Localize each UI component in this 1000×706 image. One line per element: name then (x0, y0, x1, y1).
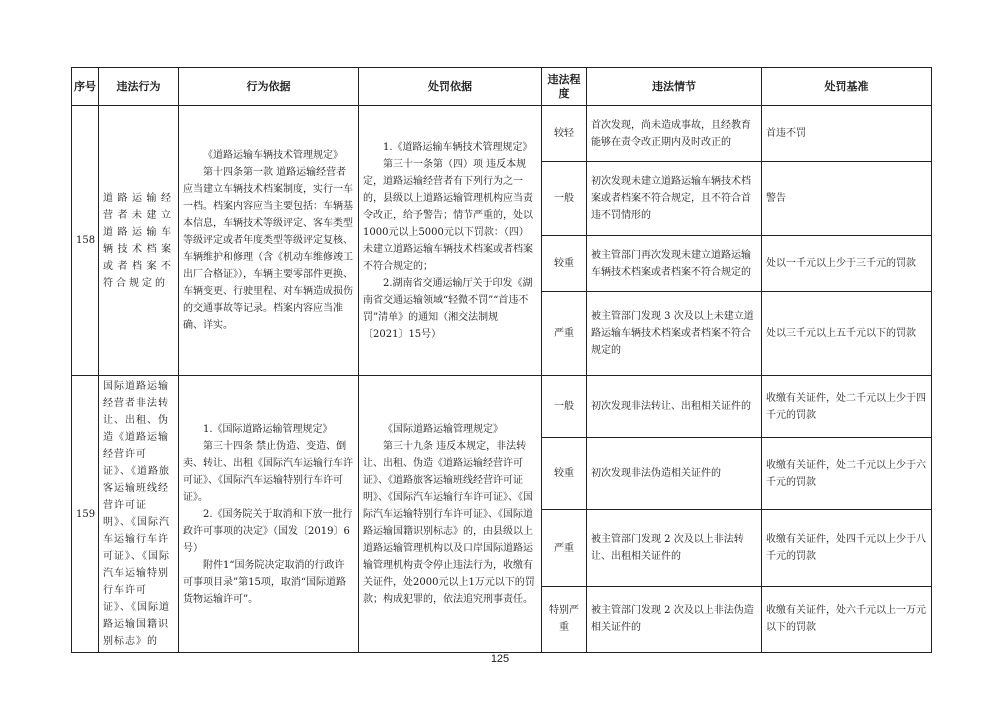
circumstance-cell: 首次发现，尚未造成事故，且经教育能够在责令改正期内及时改正的 (587, 106, 762, 162)
page-number: 125 (490, 653, 510, 665)
penalty-basis-paragraph: 第三十一条第（四）项 违反本规定，道路运输经营者有下列行为之一的，县级以上道路运输管理机构应当责令改正，给予警告；情节严重的，处以1000元以上5000元以下罚款：（四）未建立道路运输车辆技术档案或者档案不符合规定的； (363, 158, 533, 272)
row-penalty-basis (359, 376, 542, 653)
header-circumstance: 违法情节 (587, 68, 762, 106)
penalty-basis-paragraph: 《国际道路运输管理规定》 (383, 423, 503, 435)
penalty-basis-paragraph: 第三十九条 违反本规定，非法转让、出租、伪造《道路运输经营许可证》、《道路旅客运输班线经营许可证明》、《国际汽车运输行车许可证》、《国际汽车运输特别行车许可证》、《国际道路运输国籍识别标志》的，由县级以上道路运输管理机构以及口岸国际道路运输管理机构责令停止违法行为，收缴有关证件，处2000元以上1万元以下的罚款；构成犯罪的，依法追究刑事责任。 (363, 440, 535, 605)
header-row (72, 68, 932, 106)
standard-cell: 收缴有关证件，处二千元以上少于四千元的罚款 (762, 376, 932, 438)
header-seq: 序号 (72, 68, 99, 106)
standard-cell: 处以三千元以上五千元以下的罚款 (762, 292, 932, 376)
standard-cell: 处以一千元以上少于三千元的罚款 (762, 236, 932, 292)
circumstance-cell: 被主管部门发现 2 次及以上非法转让、出租相关证件的 (587, 510, 762, 586)
standard-cell: 收缴有关证件，处四千元以上少于八千元的罚款 (762, 510, 932, 586)
circumstance-cell: 被主管部门发现 3 次及以上未建立道路运输车辆技术档案或者档案不符合规定的 (587, 292, 762, 376)
degree-cell: 一般 (542, 376, 587, 438)
act-basis-paragraph: 附件1“国务院决定取消的行政许可事项目录”第15项，取消“国际道路货物运输许可”。 (183, 559, 346, 605)
degree-cell: 严重 (542, 292, 587, 376)
act-basis-paragraph: 《道路运输车辆技术管理规定》 (203, 150, 343, 161)
degree-cell: 特别严重 (542, 586, 587, 652)
row-penalty-basis (359, 106, 542, 376)
act-basis-paragraph: 2.《国务院关于取消和下放一批行政许可事项的决定》（国发〔2019〕6号） (183, 508, 353, 554)
circumstance-cell: 被主管部门发现 2 次及以上非法伪造相关证件的 (587, 586, 762, 652)
header-penalty-basis: 处罚依据 (359, 68, 542, 106)
table-row (72, 376, 932, 438)
penalty-basis-paragraph: 1.《道路运输车辆技术管理规定》 (383, 141, 533, 153)
header-behavior: 违法行为 (99, 68, 179, 106)
degree-cell: 较重 (542, 438, 587, 510)
penalty-table (71, 67, 932, 653)
row-act-basis (179, 106, 359, 376)
header-degree: 违法程度 (542, 68, 587, 106)
standard-cell: 首违不罚 (762, 106, 932, 162)
act-basis-paragraph: 第三十四条 禁止伪造、变造、倒卖、转让、出租《国际汽车运输行车许可证》、《国际汽车运输特别行车许可证》。 (183, 440, 353, 503)
degree-cell: 严重 (542, 510, 587, 586)
circumstance-cell: 初次发现非法伪造相关证件的 (587, 438, 762, 510)
row-behavior: 国际道路运输经营者非法转让、出租、伪造《道路运输经营许可证》、《道路旅客运输班线经营许可证明》、《国际汽车运输行车许可证》、《国际汽车运输特别行车许可证》、《国际道路运输国籍识别标志》的 (99, 376, 179, 653)
circumstance-cell: 初次发现未建立道路运输车辆技术档案或者档案不符合规定，且不符合首违不罚情形的 (587, 162, 762, 236)
row-behavior: 道路运输经营者未建立道路运输车辆技术档案或者档案不符合规定的 (99, 106, 179, 376)
act-basis-paragraph: 第十四条第一款 道路运输经营者应当建立车辆技术档案制度，实行一车一档。档案内容应当主要包括：车辆基本信息，车辆技术等级评定、客车类型等级评定或者年度类型等级评定复核、车辆维护和修理（含《机动车维修竣工出厂合格证》），车辆主要零部件更换、车辆变更、行驶里程、对车辆造成损伤的交通事故等记录。档案内容应当准确、详实。 (183, 167, 353, 331)
row-act-basis (179, 376, 359, 653)
standard-cell: 收缴有关证件，处六千元以上一万元以下的罚款 (762, 586, 932, 652)
circumstance-cell: 初次发现非法转让、出租相关证件的 (587, 376, 762, 438)
row-seq: 159 (72, 376, 99, 653)
standard-cell: 警告 (762, 162, 932, 236)
penalty-basis-paragraph: 2.湖南省交通运输厅关于印发《湖南省交通运输领域“轻微不罚”“首违不罚”清单》的通知（湘交法制规〔2021〕15号） (363, 277, 533, 340)
standard-cell: 收缴有关证件，处二千元以上少于六千元的罚款 (762, 438, 932, 510)
act-basis-paragraph: 1.《国际道路运输管理规定》 (203, 423, 333, 435)
degree-cell: 一般 (542, 162, 587, 236)
row-seq: 158 (72, 106, 99, 376)
table-row (72, 106, 932, 162)
header-standard: 处罚基准 (762, 68, 932, 106)
circumstance-cell: 被主管部门再次发现未建立道路运输车辆技术档案或者档案不符合规定的 (587, 236, 762, 292)
degree-cell: 较重 (542, 236, 587, 292)
header-act-basis: 行为依据 (179, 68, 359, 106)
degree-cell: 较轻 (542, 106, 587, 162)
